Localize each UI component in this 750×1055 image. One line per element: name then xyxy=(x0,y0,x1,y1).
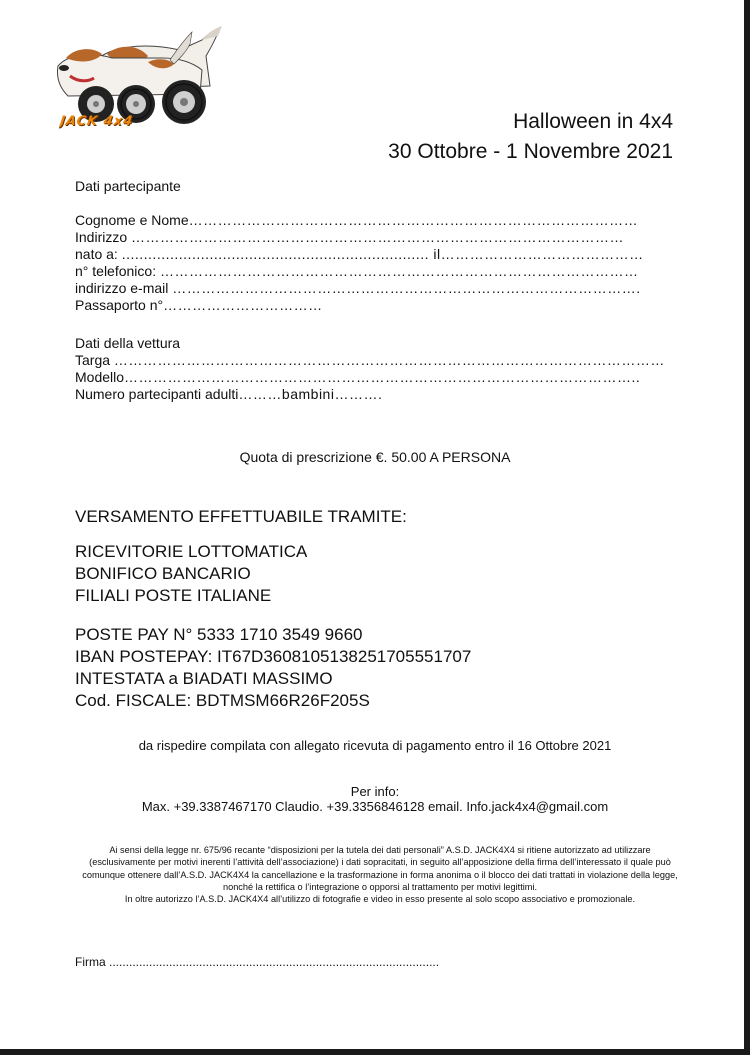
field-dots: ...................................................................... il…………………………………… xyxy=(121,246,644,262)
event-dates: 30 Ottobre - 1 Novembre 2021 xyxy=(388,140,673,163)
field-dots: …………………………………………………………………………………………….. xyxy=(124,369,641,385)
info-heading: Per info: xyxy=(350,784,400,799)
field-label: indirizzo e-mail xyxy=(75,280,173,296)
field-dots: ………bambini………. xyxy=(238,386,383,402)
payment-method: RICEVITORIE LOTTOMATICA xyxy=(75,542,308,561)
field-targa[interactable] xyxy=(75,352,665,369)
field-label: Targa xyxy=(75,352,114,368)
field-dots: …………………………………………………………………………………………………… xyxy=(113,352,665,368)
return-note: da rispedire compilata con allegato ricevuta di pagamento entro il 16 Ottobre 2021 xyxy=(138,738,612,753)
field-dots: ………………………………………………………………………………………… xyxy=(131,229,625,245)
payment-detail: INTESTATA a BIADATI MASSIMO xyxy=(75,669,333,688)
field-label: Modello xyxy=(75,369,125,385)
field-email[interactable] xyxy=(75,280,644,297)
field-dots: …………………………… xyxy=(163,297,323,313)
field-dots: ……………………………………………………………………………………. xyxy=(172,280,641,296)
signature-field[interactable] xyxy=(75,955,439,969)
field-nato-a[interactable] xyxy=(75,246,644,263)
field-modello[interactable] xyxy=(75,369,665,386)
participant-heading: Dati partecipante xyxy=(75,178,181,194)
field-dots: ………………………………………………………………………………… xyxy=(188,212,639,228)
field-label: Numero partecipanti adulti xyxy=(75,386,239,402)
field-cognome-nome[interactable] xyxy=(75,212,644,229)
field-passaporto[interactable] xyxy=(75,297,644,314)
privacy-notice xyxy=(80,844,680,905)
field-label: Cognome e Nome xyxy=(75,212,189,228)
vehicle-section xyxy=(75,335,665,403)
field-label: n° telefonico: xyxy=(75,263,160,279)
payment-details xyxy=(75,624,471,712)
payment-detail: IBAN POSTEPAY: IT67D3608105138251705551707 xyxy=(75,647,472,666)
field-dots: ……………………………………………………………………………………… xyxy=(159,263,639,279)
participant-section xyxy=(75,178,644,314)
vehicle-heading: Dati della vettura xyxy=(75,335,181,351)
field-label: Indirizzo xyxy=(75,229,132,245)
privacy-paragraph: In oltre autorizzo l’A.S.D. JACK4X4 all’utilizzo di fotografie e video in esso presente al solo scopo associativo e promozionale. xyxy=(124,894,636,905)
info-contacts: Max. +39.3387467170 Claudio. +39.3356846128 email. Info.jack4x4@gmail.com xyxy=(141,799,609,814)
fee-text: Quota di prescrizione €. 50.00 A PERSONA xyxy=(239,449,511,465)
payment-method: BONIFICO BANCARIO xyxy=(75,564,251,583)
field-partecipanti[interactable] xyxy=(75,386,665,403)
payment-heading: VERSAMENTO EFFETTUABILE TRAMITE: xyxy=(75,507,407,526)
logo-wordmark: JACK 4x4 xyxy=(58,114,135,129)
signature-label: Firma xyxy=(75,955,109,969)
field-label: Passaporto n° xyxy=(75,297,164,313)
signature-dots: ................................................................................................... xyxy=(109,955,440,969)
payment-method: FILIALI POSTE ITALIANE xyxy=(75,586,272,605)
payment-detail: Cod. FISCALE: BDTMSM66R26F205S xyxy=(75,691,370,710)
field-label: nato a: xyxy=(75,246,122,262)
payment-methods xyxy=(75,541,307,607)
payment-detail: POSTE PAY N° 5333 1710 3549 9660 xyxy=(75,625,363,644)
privacy-paragraph: Ai sensi della legge nr. 675/96 recante “disposizioni per la tutela dei dati personali” A.S.D. JACK4X4 si ritiene autorizzato ad utilizzare (esclusivamente per motivi inerenti l’attività dell’associazione) i dati sopracitati, in seguito all’apposizione della firma dell’interessato il quale può comunque ottenere dall’A.S.D. JACK4X4 la cancellazione e la trasformazione in forma anonima o il blocco dei dati trattati in violazione della legge, nonché la rettifica o l’integrazione o opporsi al trattamento per motivi legittimi. xyxy=(82,845,678,892)
field-telefono[interactable] xyxy=(75,263,644,280)
event-header xyxy=(388,107,673,167)
event-title: Halloween in 4x4 xyxy=(513,110,673,133)
field-indirizzo[interactable] xyxy=(75,229,644,246)
